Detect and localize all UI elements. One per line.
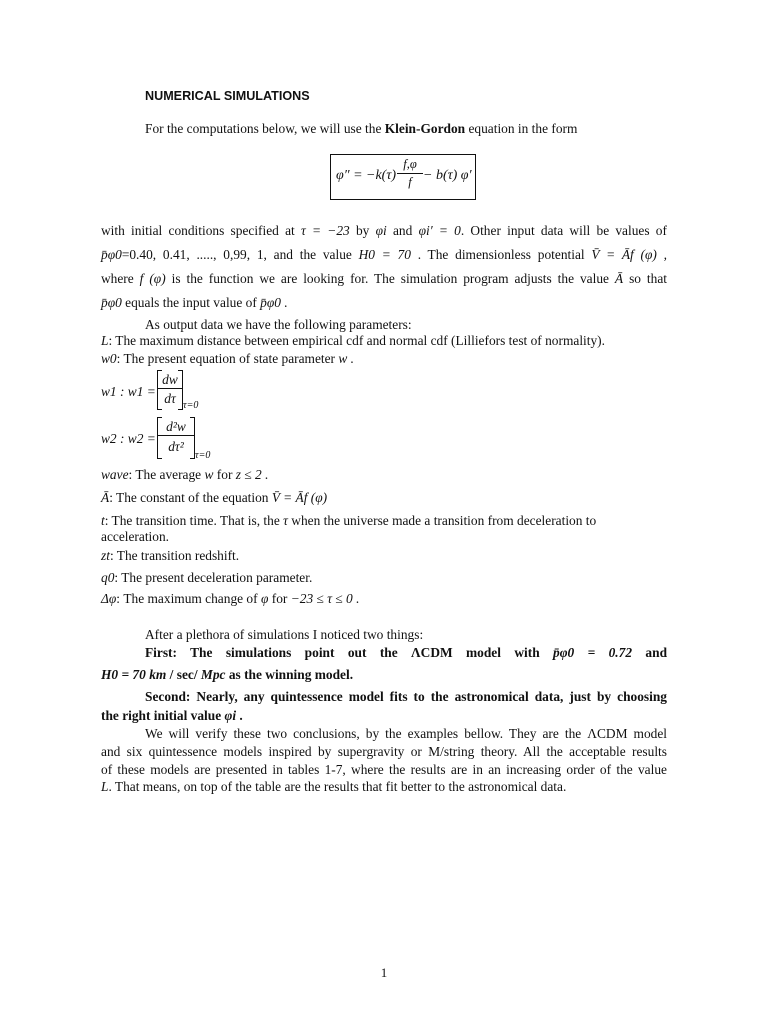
w2-bracket: d²w dτ²: [157, 417, 195, 459]
closing-line3: of these models are presented in tables 1-7, where the results are in an increasing order of the value: [101, 762, 667, 777]
w1-bracket: dw dτ: [157, 370, 183, 410]
param-wave: wave: The average w for z ≤ 2 .: [101, 467, 269, 482]
param-dphi: Δφ: The maximum change of φ for −23 ≤ τ ≤ 0 .: [101, 591, 360, 606]
finding-second-line2: the right initial value φi .: [101, 708, 243, 723]
intro-after: equation in the form: [465, 121, 578, 136]
equation-denominator: f: [408, 175, 412, 189]
para1-line1: with initial conditions specified at τ = −23 by φi and φi′ = 0. Other input data will be values of: [101, 223, 667, 238]
finding-second-line1: Second: Nearly, any quintessence model fits to the astronomical data, just by choosing: [145, 689, 667, 704]
closing-line4: L. That means, on top of the table are the results that fit better to the astronomical data.: [101, 779, 567, 794]
klein-gordon-equation-box: [330, 154, 476, 200]
page-number: 1: [380, 965, 388, 980]
intro-before: For the computations below, we will use the: [145, 121, 385, 136]
param-zt: zt: The transition redshift.: [101, 548, 240, 563]
param-t-cont: acceleration.: [101, 529, 170, 544]
param-w0: w0: The present equation of state parameter w .: [101, 351, 355, 366]
param-A: Ā: The constant of the equation V̄ = Āf (φ): [101, 490, 328, 505]
para1-line2: p̄φ0=0.40, 0.41, ....., 0,99, 1, and the value H0 = 70 . The dimensionless potential V̄ = Āf (φ) ,: [101, 247, 667, 262]
para1-line3: where f (φ) is the function we are looking for. The simulation program adjusts the value Ā so that: [101, 271, 667, 286]
equation-fraction: [397, 156, 423, 191]
intro-text: [145, 121, 577, 137]
finding-first-line1: First: The simulations point out the ΛCDM model with p̄φ0 = 0.72 and: [145, 645, 668, 660]
param-t: t: The transition time. That is, the τ when the universe made a transition from deceleration to: [101, 513, 597, 528]
param-w2: w2 : w2 = d²w dτ² τ=0: [101, 419, 211, 461]
outputs-intro: As output data we have the following parameters:: [145, 317, 412, 332]
closing-line2: and six quintessence models inspired by supergravity or M/string theory. All the acceptable results: [101, 744, 667, 759]
findings-intro: After a plethora of simulations I noticed two things:: [145, 627, 424, 642]
closing-line1: We will verify these two conclusions, by the examples bellow. They are the ΛCDM model: [145, 726, 667, 741]
param-w1: w1 : w1 = dw dτ τ=0: [101, 372, 199, 411]
equation-lhs: φ″ = −k(τ): [336, 168, 397, 183]
para1-line4: p̄φ0 equals the input value of p̄φ0 .: [101, 295, 288, 310]
intro-bold: Klein-Gordon: [384, 121, 466, 136]
section-heading: NUMERICAL SIMULATIONS: [145, 89, 310, 103]
equation-numerator: f,φ: [397, 156, 423, 174]
param-q0: q0: The present deceleration parameter.: [101, 570, 313, 585]
finding-first-line2: H0 = 70 km / sec/ Mpc as the winning model.: [101, 667, 354, 682]
param-L: L: The maximum distance between empirical cdf and normal cdf (Lilliefors test of normality).: [101, 333, 605, 348]
equation-rhs: − b(τ) φ′: [423, 168, 472, 183]
